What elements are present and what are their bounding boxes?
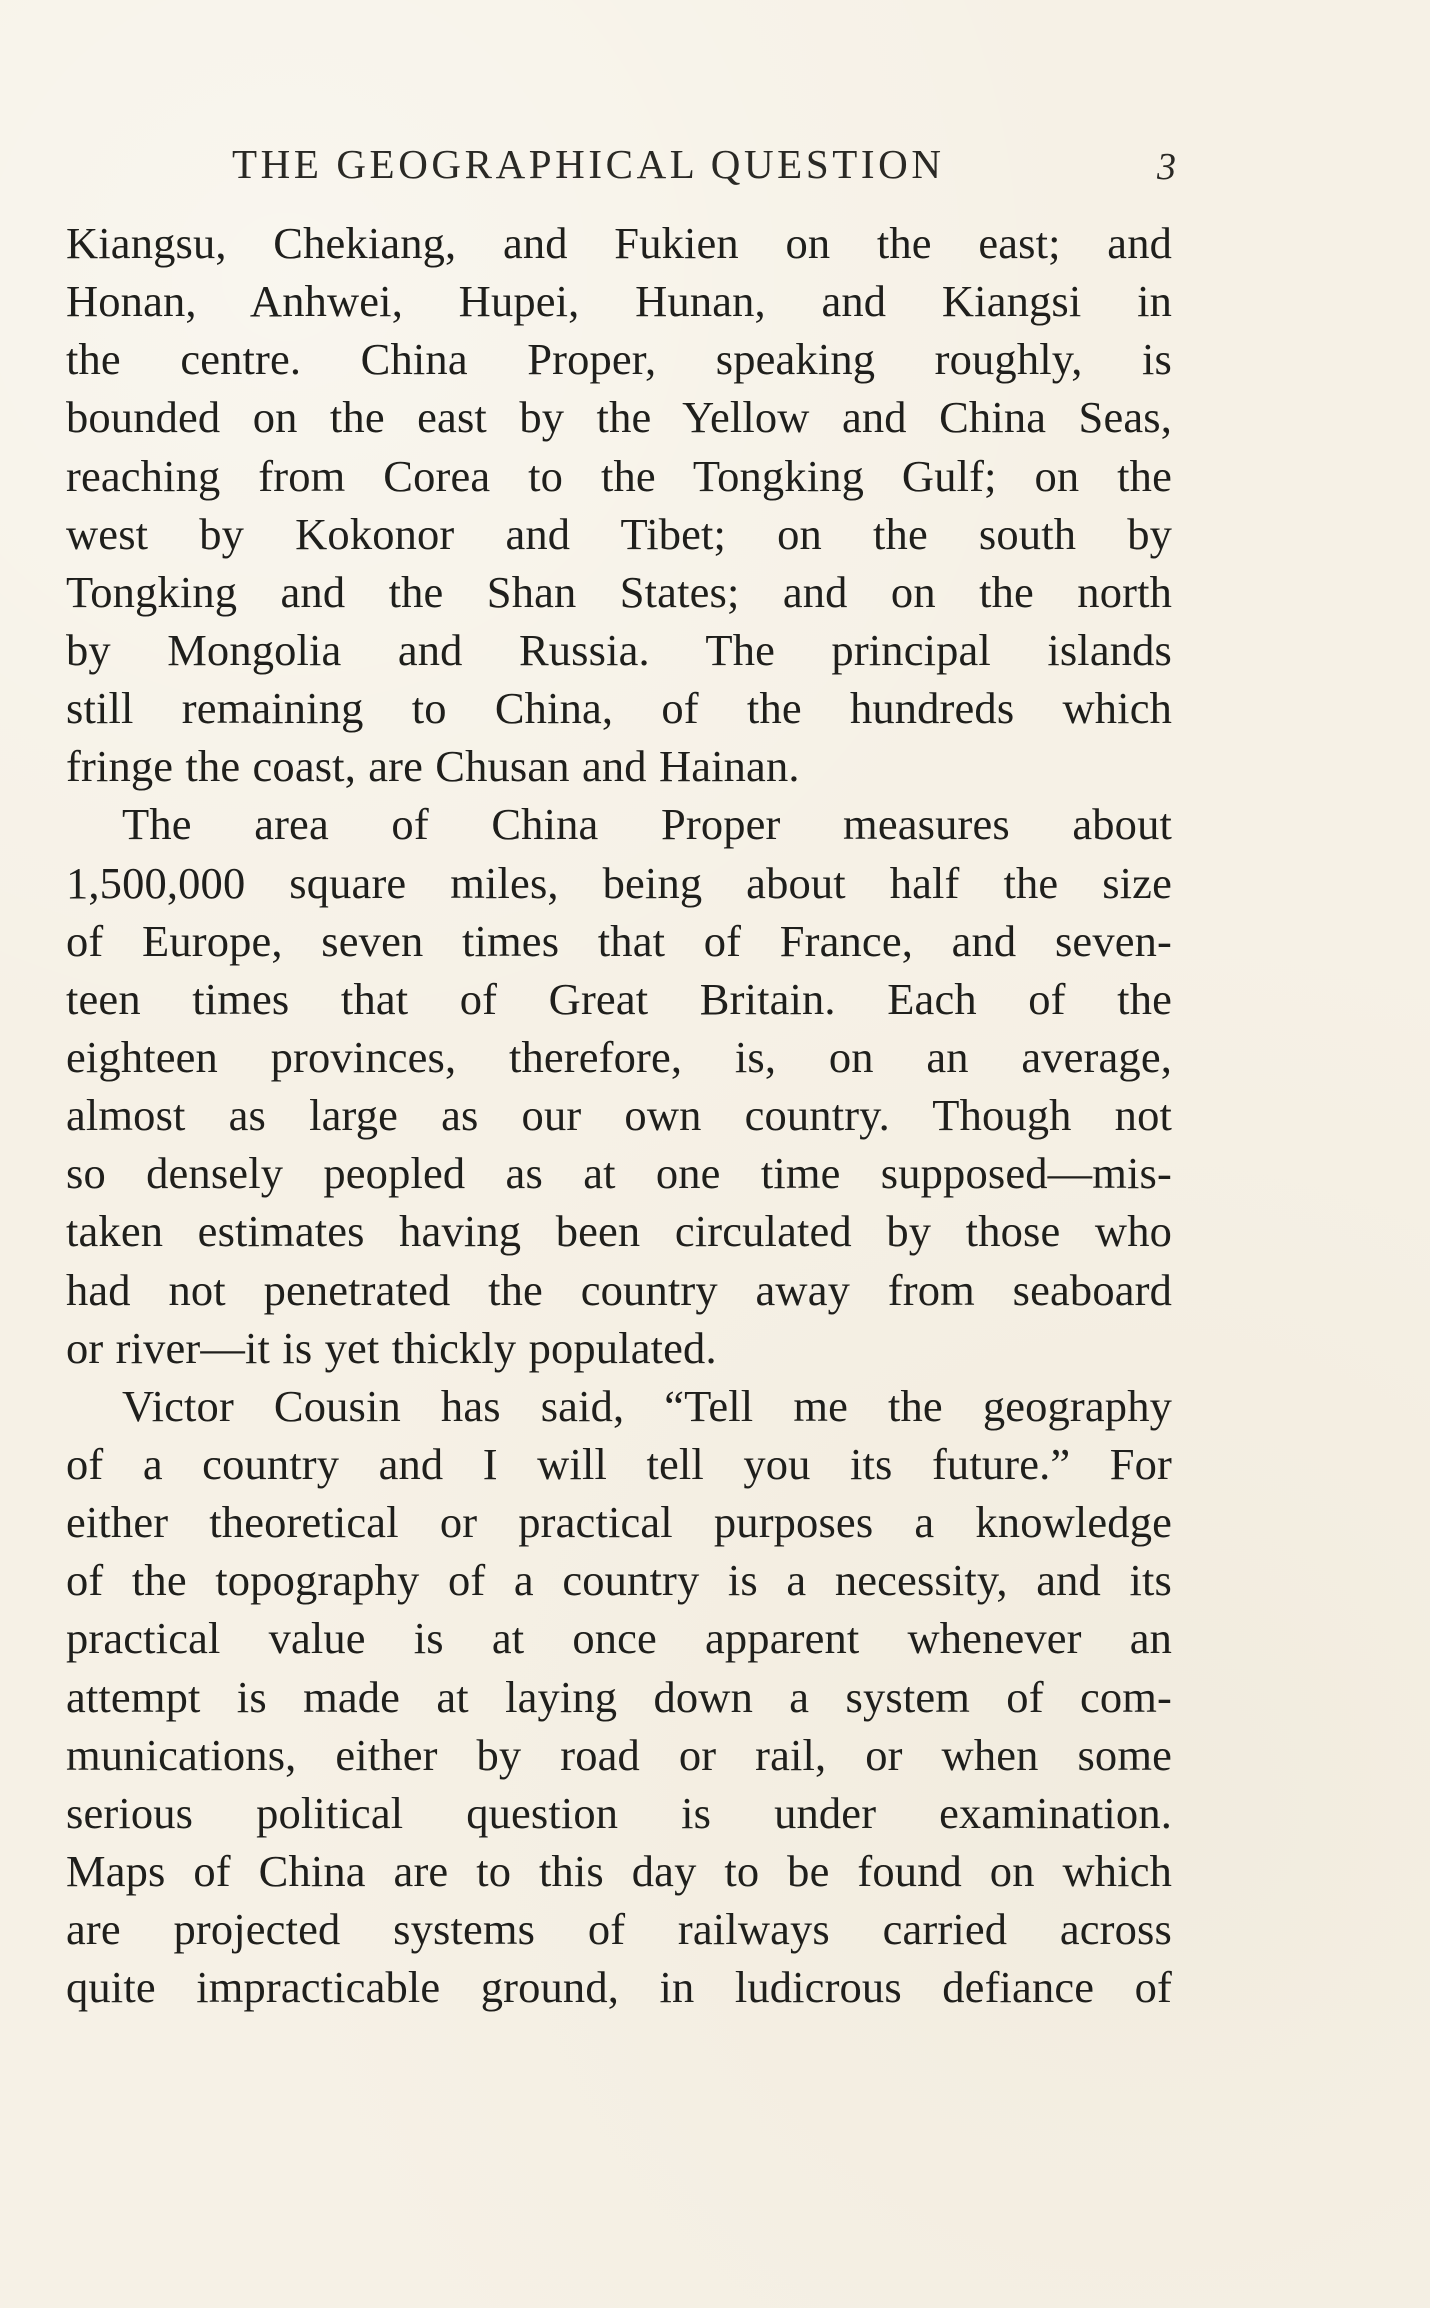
text-line: eighteen provinces, therefore, is, on an average, xyxy=(66,1031,1172,1082)
text-line: almost as large as our own country. Though not xyxy=(66,1090,1172,1141)
text-line: Kiangsu, Chekiang, and Fukien on the east; and xyxy=(66,218,1172,268)
text-line: had not penetrated the country away from seaboard xyxy=(66,1264,1172,1315)
text-line: serious political question is under examination. xyxy=(66,1787,1172,1838)
text-line: are projected systems of railways carried across xyxy=(66,1904,1172,1955)
text-line: of the topography of a country is a necessity, and its xyxy=(66,1555,1172,1606)
text-line: taken estimates having been circulated by those who xyxy=(66,1206,1172,1257)
text-line: teen times that of Great Britain. Each of the xyxy=(66,973,1172,1024)
text-line: quite impracticable ground, in ludicrous defiance of xyxy=(66,1962,1172,2013)
text-line: of a country and I will tell you its future.” For xyxy=(66,1438,1172,1489)
text-line: west by Kokonor and Tibet; on the south by xyxy=(66,508,1172,559)
text-line: by Mongolia and Russia. The principal islands xyxy=(66,624,1172,675)
text-line: of Europe, seven times that of France, and seven- xyxy=(66,915,1172,966)
body-text xyxy=(66,214,1172,2016)
text-line: 1,500,000 square miles, being about half the size xyxy=(66,857,1172,908)
text-line: The area of China Proper measures about xyxy=(122,799,1172,850)
text-line: reaching from Corea to the Tongking Gulf; on the xyxy=(66,450,1172,501)
text-line: Honan, Anhwei, Hupei, Hunan, and Kiangsi in xyxy=(66,276,1172,327)
text-line: bounded on the east by the Yellow and China Seas, xyxy=(66,392,1172,443)
text-line: munications, either by road or rail, or when some xyxy=(66,1729,1172,1780)
text-line: attempt is made at laying down a system of com- xyxy=(66,1671,1172,1722)
text-line: fringe the coast, are Chusan and Hainan. xyxy=(66,741,800,792)
page-number: 3 xyxy=(1157,146,1176,188)
running-head-title: THE GEOGRAPHICAL QUESTION xyxy=(232,141,945,187)
text-line: practical value is at once apparent whenever an xyxy=(66,1613,1172,1664)
text-line: still remaining to China, of the hundreds which xyxy=(66,683,1172,734)
text-line: Tongking and the Shan States; and on the north xyxy=(66,566,1172,617)
text-line: or river—it is yet thickly populated. xyxy=(66,1322,717,1373)
text-line: Maps of China are to this day to be found on which xyxy=(66,1845,1172,1896)
text-line: so densely peopled as at one time supposed—mis- xyxy=(66,1148,1172,1199)
text-line: either theoretical or practical purposes a knowledge xyxy=(66,1497,1172,1548)
text-line: Victor Cousin has said, “Tell me the geography xyxy=(122,1380,1172,1431)
text-line: the centre. China Proper, speaking roughly, is xyxy=(66,334,1172,385)
